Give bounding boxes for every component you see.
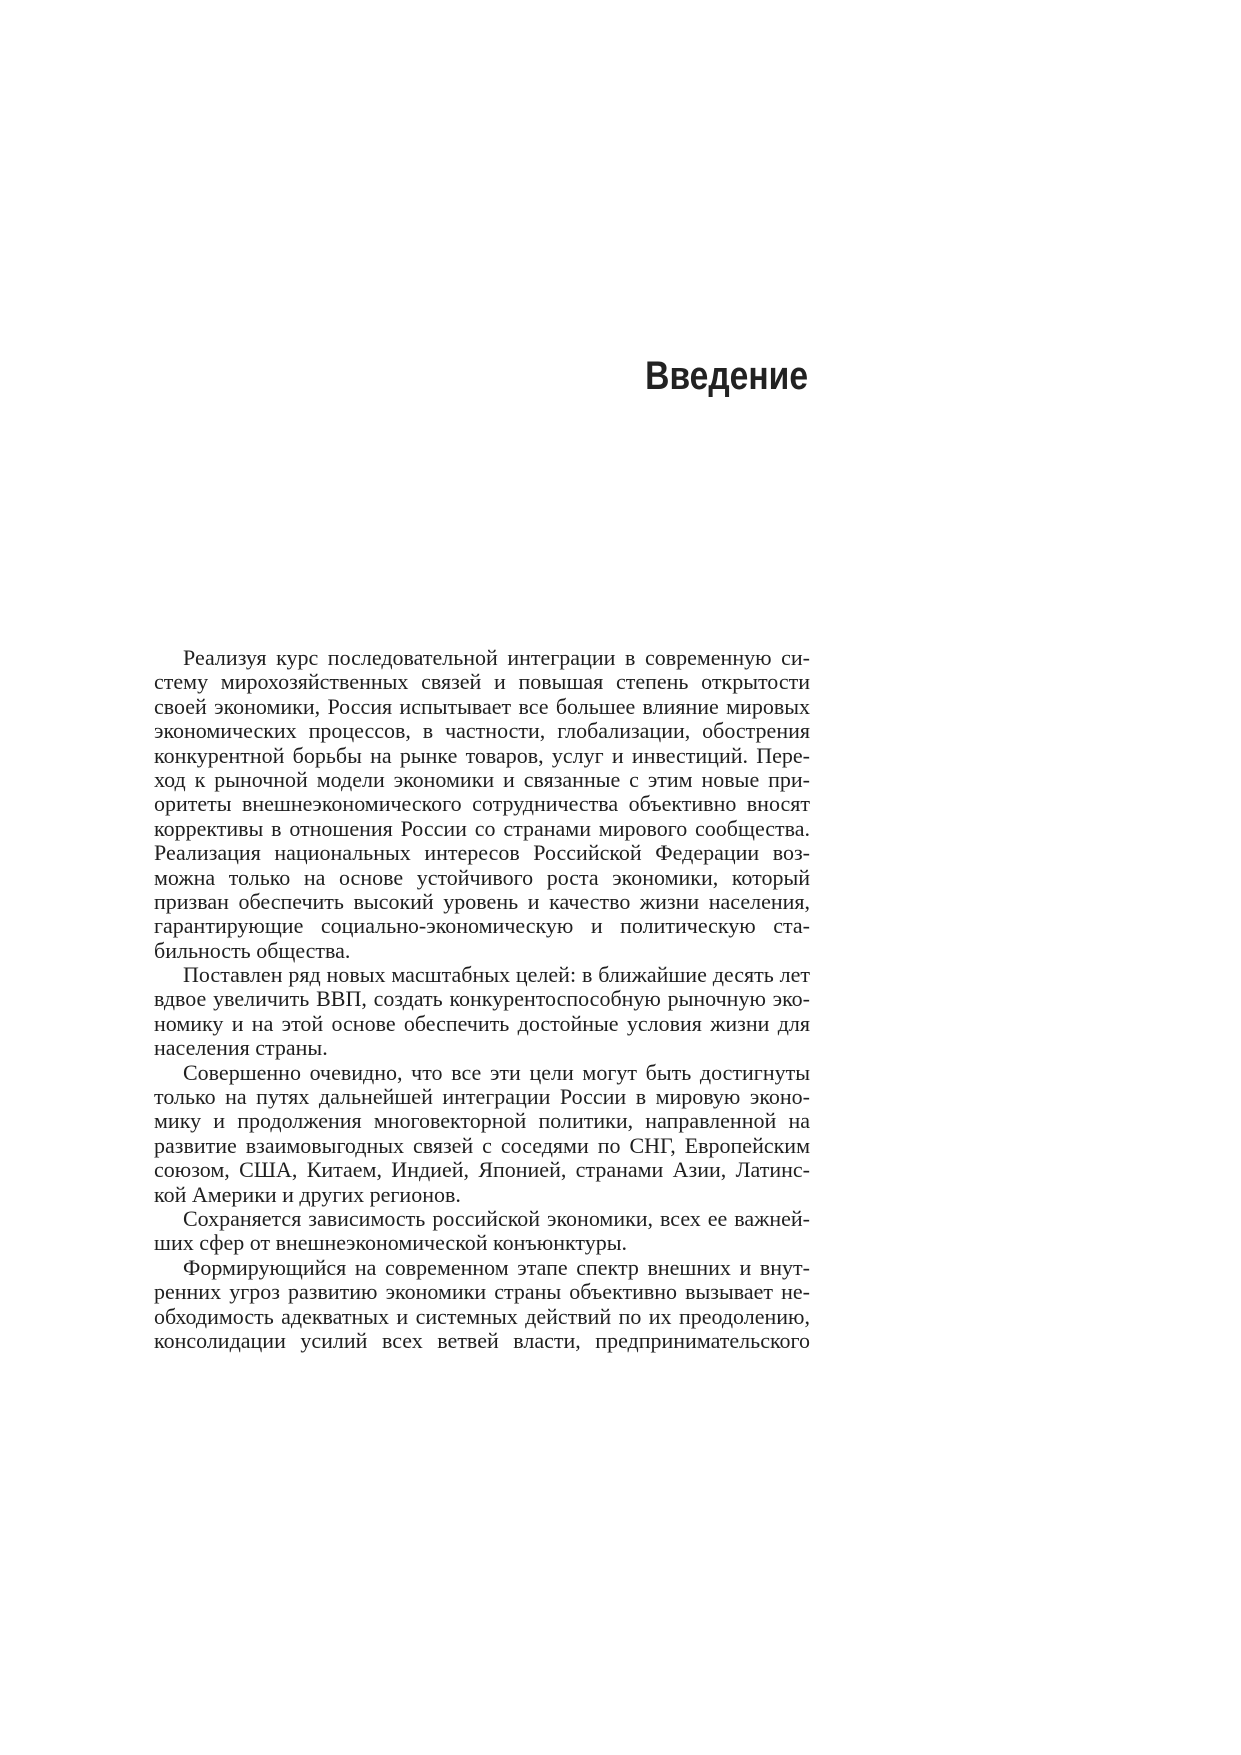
text-line: стему мирохозяйственных связей и повышая степень открытости [154,669,810,695]
text-line: бильность общества. [154,937,351,963]
text-line: ренних угроз развитию экономики страны объективно вызывает не- [154,1279,810,1305]
text-line: союзом, США, Китаем, Индией, Японией, странами Азии, Латинс- [154,1157,810,1183]
text-line: консолидации усилий всех ветвей власти, предпринимательского [154,1327,810,1353]
text-line: номику и на этой основе обеспечить достойные условия жизни для [154,1010,810,1036]
paragraph [154,1207,810,1256]
text-line: Формирующийся на современном этапе спектр внешних и внут- [183,1254,810,1280]
paragraph [154,1061,810,1207]
body-text [154,646,810,1353]
text-line: ших сфер от внешнеэкономической конъюнктуры. [154,1230,627,1256]
text-line: обходимость адекватных и системных действий по их преодолению, [154,1303,810,1329]
paragraph [154,646,810,963]
text-line: Реализуя курс последовательной интеграции в современную си- [183,645,810,670]
text-line: вдвое увеличить ВВП, создать конкурентоспособную рыночную эко- [154,986,810,1012]
text-line: призван обеспечить высокий уровень и качество жизни населения, [154,888,810,914]
text-line: ход к рыночной модели экономики и связанные с этим новые при- [154,766,810,792]
text-line: экономических процессов, в частности, глобализации, обострения [154,718,810,744]
text-line: Совершенно очевидно, что все эти цели могут быть достигнуты [183,1059,810,1085]
text-line: Реализация национальных интересов Российской Федерации воз- [154,840,810,866]
text-line: оритеты внешнеэкономического сотрудничества объективно вносят [154,791,810,817]
paragraph [154,1256,810,1354]
text-line: только на путях дальнейшей интеграции России в мировую эконо- [154,1084,810,1110]
text-line: можна только на основе устойчивого роста экономики, который [154,864,810,890]
text-line: конкурентной борьбы на рынке товаров, услуг и инвестиций. Пере- [154,742,810,768]
text-line: Сохраняется зависимость российской экономики, всех ее важней- [183,1205,810,1231]
text-line: мику и продолжения многовекторной политики, направленной на [154,1108,810,1134]
text-line: развитие взаимовыгодных связей с соседями по СНГ, Европейским [154,1132,810,1158]
text-line: населения страны. [154,1035,328,1061]
text-line: Поставлен ряд новых масштабных целей: в ближайшие десять лет [183,962,810,988]
text-line: коррективы в отношения России со странами мирового сообщества. [154,815,810,841]
text-line: кой Америки и других регионов. [154,1181,461,1207]
text-line: своей экономики, Россия испытывает все большее влияние мировых [154,693,810,719]
chapter-title: Введение [645,354,808,398]
text-line: гарантирующие социально-экономическую и политическую ста- [154,913,810,939]
paragraph [154,963,810,1061]
